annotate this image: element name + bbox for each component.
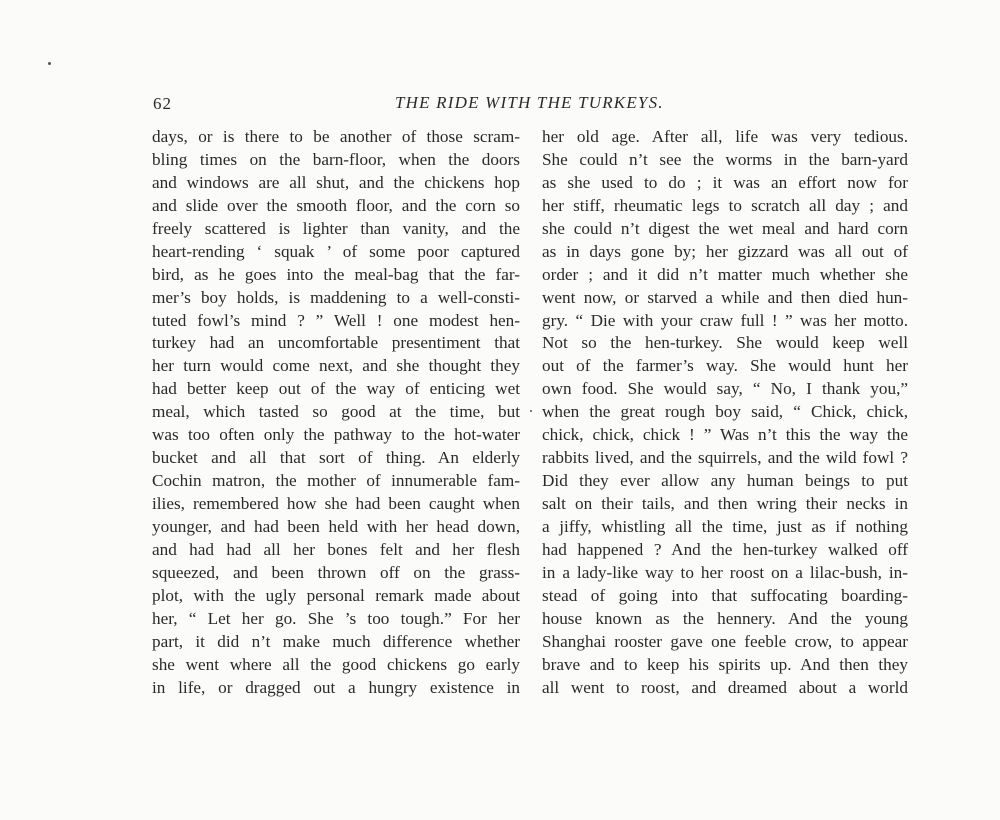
- text-line: plot, with the ugly personal remark made about: [152, 585, 520, 605]
- text-line: mer’s boy holds, is maddening to a well-consti-: [152, 287, 520, 307]
- text-line: her turn would come next, and she thought they: [152, 356, 520, 376]
- text-line: went now, or starved a while and then died hun-: [542, 287, 908, 307]
- text-line: gry. “ Die with your craw full ! ” was her motto.: [542, 310, 908, 330]
- text-line: out of the farmer’s way. She would hunt her: [542, 356, 908, 376]
- text-line: Not so the hen-turkey. She would keep well: [542, 333, 908, 353]
- text-line: meal, which tasted so good at the time, but: [152, 402, 520, 422]
- text-line: own food. She would say, “ No, I thank you,”: [542, 379, 908, 399]
- text-line: Did they ever allow any human beings to put: [542, 471, 908, 491]
- text-line: and had had all her bones felt and her flesh: [152, 539, 520, 559]
- text-line: heart-rending ‘ squak ’ of some poor captured: [152, 241, 520, 261]
- text-line: part, it did n’t make much difference whether: [152, 631, 520, 651]
- text-line: her old age. After all, life was very tedious.: [542, 127, 908, 146]
- text-line: in a lady-like way to her roost on a lilac-bush, in-: [542, 562, 908, 582]
- text-line: freely scattered is lighter than vanity, and the: [152, 218, 520, 238]
- text-line: salt on their tails, and then wring their necks in: [542, 494, 908, 513]
- text-line: when the great rough boy said, “ Chick, chick,: [542, 402, 908, 422]
- text-line: Cochin matron, the mother of innumerable fam-: [152, 471, 520, 491]
- text-line: bird, as he goes into the meal-bag that the far-: [152, 264, 520, 284]
- running-head: THE RIDE WITH THE TURKEYS.: [395, 93, 664, 112]
- text-line: rabbits lived, and the squirrels, and the wild fowl ?: [542, 448, 908, 468]
- text-line: order ; and it did n’t matter much whether she: [542, 264, 908, 284]
- text-line: younger, and had been held with her head down,: [152, 516, 520, 536]
- text-line: her stiff, rheumatic legs to scratch all day ; and: [542, 195, 908, 215]
- text-line: had better keep out of the way of enticing wet: [152, 379, 520, 399]
- left-text-column: [152, 126, 520, 699]
- text-line: in life, or dragged out a hungry existence in: [152, 677, 520, 697]
- text-line: she went where all the good chickens go early: [152, 654, 520, 674]
- ink-speck: [530, 410, 532, 412]
- text-line: turkey had an uncomfortable presentiment that: [152, 333, 520, 353]
- text-line: as she used to do ; it was an effort now for: [542, 172, 908, 192]
- text-line: chick, chick, chick ! ” Was n’t this the way the: [542, 425, 908, 445]
- text-line: ilies, remembered how she had been caught when: [152, 494, 520, 513]
- text-line: Shanghai rooster gave one feeble crow, to appear: [542, 631, 908, 651]
- text-line: as in days gone by; her gizzard was all out of: [542, 241, 908, 261]
- text-line: house known as the hennery. And the young: [542, 608, 908, 628]
- ink-speck: [48, 62, 51, 65]
- text-line: and slide over the smooth floor, and the corn so: [152, 195, 520, 215]
- text-line: and windows are all shut, and the chickens hop: [152, 172, 520, 192]
- right-text-column: [542, 126, 908, 699]
- text-line: bucket and all that sort of thing. An elderly: [152, 448, 520, 468]
- text-line: her, “ Let her go. She ’s too tough.” For her: [152, 608, 520, 628]
- text-line: brave and to keep his spirits up. And then they: [542, 654, 908, 674]
- text-line: she could n’t digest the wet meal and hard corn: [542, 218, 908, 238]
- text-line: days, or is there to be another of those scram-: [152, 127, 520, 146]
- text-line: stead of going into that suffocating boarding-: [542, 585, 908, 605]
- text-line: She could n’t see the worms in the barn-yard: [542, 149, 908, 169]
- text-line: bling times on the barn-floor, when the doors: [152, 149, 520, 169]
- text-line: was too often only the pathway to the hot-water: [152, 425, 520, 445]
- text-line: had happened ? And the hen-turkey walked off: [542, 539, 908, 559]
- text-line: a jiffy, whistling all the time, just as if nothing: [542, 516, 908, 536]
- text-line: all went to roost, and dreamed about a world: [542, 677, 908, 697]
- text-line: tuted fowl’s mind ? ” Well ! one modest hen-: [152, 310, 520, 330]
- page-number: 62: [153, 94, 172, 113]
- text-line: squeezed, and been thrown off on the grass-: [152, 562, 520, 582]
